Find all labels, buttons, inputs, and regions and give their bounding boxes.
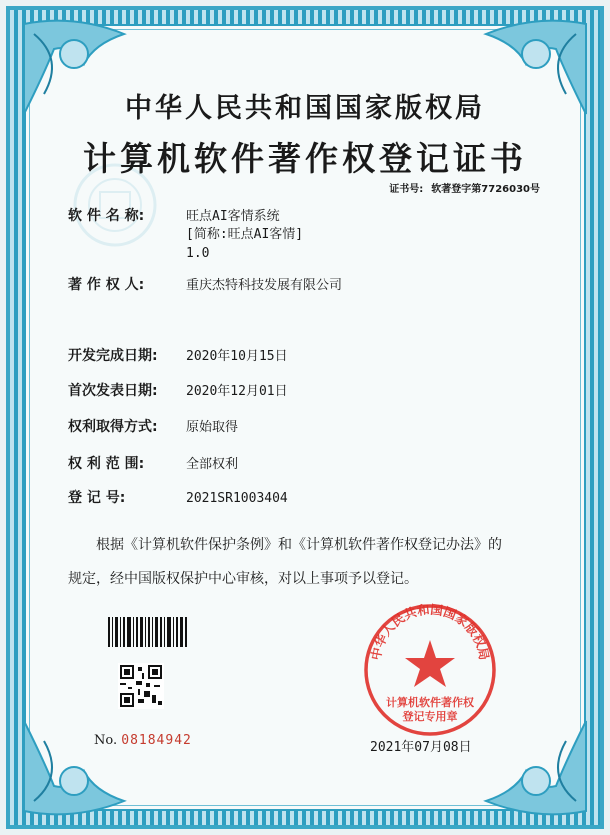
field-acquisition-method bbox=[68, 418, 238, 437]
seal-arc-text: 中华人民共和国国家版权局 bbox=[367, 601, 493, 662]
star-icon bbox=[405, 640, 455, 687]
field-value: 旺点AI客情系统 bbox=[186, 209, 280, 224]
seal-center-line-1: 计算机软件著作权 bbox=[386, 696, 474, 709]
field-value: 全部权利 bbox=[186, 457, 239, 472]
field-registration-no bbox=[68, 489, 288, 508]
seal-center-line-2: 登记专用章 bbox=[402, 710, 458, 723]
certificate-number-label: 证书号: bbox=[389, 184, 424, 195]
software-short-name: [简称:旺点AI客情] bbox=[186, 227, 304, 242]
certificate-number-value: 软著登字第7726030号 bbox=[431, 184, 540, 195]
field-label: 著 作 权 人: bbox=[68, 277, 145, 293]
field-label: 首次发表日期: bbox=[68, 383, 158, 399]
statement-line-1: 根据《计算机软件保护条例》和《计算机软件著作权登记办法》的 bbox=[96, 537, 502, 553]
certificate-title: 计算机软件著作权登记证书 bbox=[83, 139, 527, 178]
serial-number-value: 08184942 bbox=[121, 733, 192, 748]
official-seal bbox=[360, 600, 500, 740]
field-software-name bbox=[68, 207, 280, 226]
field-rights-scope bbox=[68, 455, 238, 474]
qr-code-icon bbox=[118, 663, 164, 709]
field-value: 2020年10月15日 bbox=[186, 349, 288, 364]
field-label: 权利取得方式: bbox=[68, 419, 158, 435]
serial-number bbox=[94, 733, 192, 748]
field-value: 原始取得 bbox=[186, 420, 239, 435]
issuing-authority-title: 中华人民共和国国家版权局 bbox=[125, 93, 485, 124]
field-value: 2020年12月01日 bbox=[186, 384, 288, 399]
field-copyright-holder bbox=[68, 276, 342, 295]
field-value: 2021SR1003404 bbox=[186, 491, 288, 506]
barcode-icon bbox=[108, 617, 188, 647]
field-label: 权 利 范 围: bbox=[68, 456, 145, 472]
field-label: 开发完成日期: bbox=[68, 348, 158, 364]
field-value: 重庆杰特科技发展有限公司 bbox=[186, 278, 343, 293]
software-version: 1.0 bbox=[186, 246, 210, 261]
issue-date: 2021年07月08日 bbox=[370, 740, 472, 755]
field-first-publish-date bbox=[68, 382, 288, 401]
serial-prefix: No. bbox=[94, 733, 118, 748]
field-label: 软 件 名 称: bbox=[68, 208, 145, 224]
field-dev-complete-date bbox=[68, 347, 288, 366]
statement-line-2: 规定，经中国版权保护中心审核，对以上事项予以登记。 bbox=[68, 571, 418, 587]
certificate-number bbox=[389, 180, 540, 195]
corner-ornament-icon bbox=[14, 711, 134, 821]
field-label: 登 记 号: bbox=[68, 490, 126, 506]
